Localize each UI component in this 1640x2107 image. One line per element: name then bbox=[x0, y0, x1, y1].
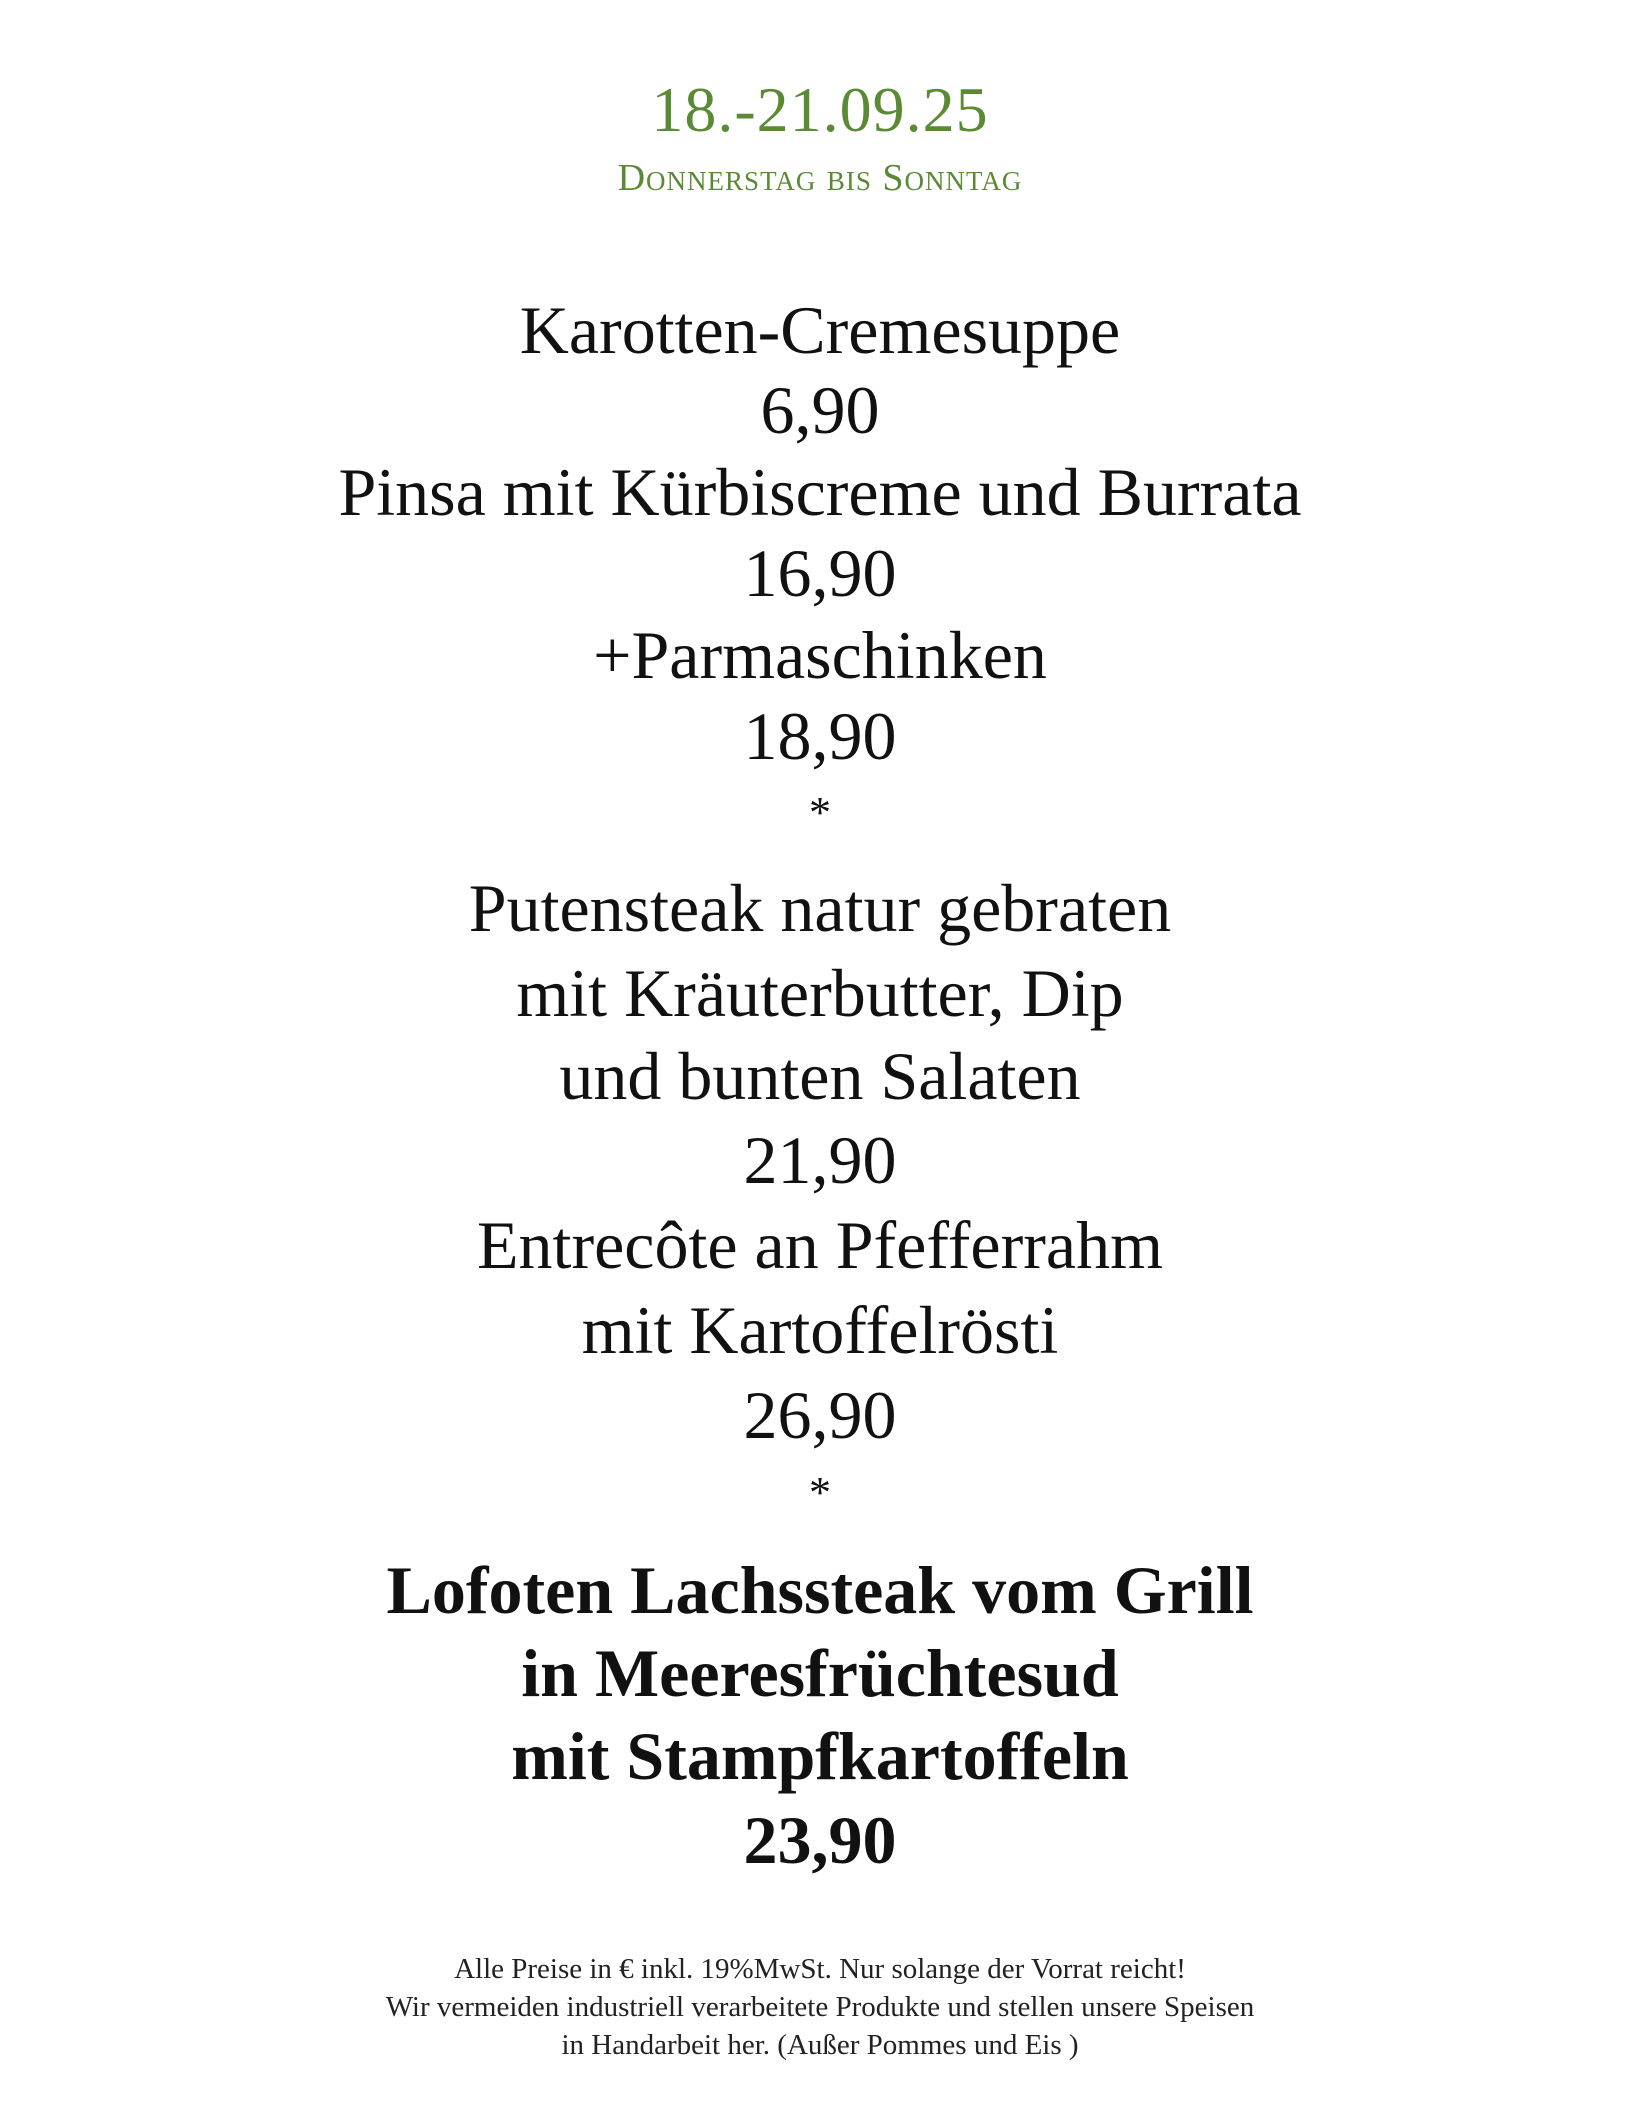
dish-putensteak-line2: mit Kräuterbutter, Dip bbox=[516, 955, 1124, 1031]
dish-pinsa: Pinsa mit Kürbiscreme und Burrata bbox=[338, 454, 1302, 530]
price-lachssteak: 23,90 bbox=[743, 1802, 897, 1878]
dish-putensteak-line1: Putensteak natur gebraten bbox=[468, 870, 1172, 946]
price-karotten-suppe: 6,90 bbox=[760, 372, 880, 448]
dish-lachssteak-line2: in Meeresfrüchtesud bbox=[521, 1635, 1119, 1711]
footer-line-handmade: in Handarbeit her. (Außer Pommes und Eis ) bbox=[561, 2029, 1079, 2061]
price-pinsa-extra: 18,90 bbox=[743, 698, 897, 774]
dish-karotten-suppe: Karotten-Cremesuppe bbox=[519, 292, 1121, 368]
menu-date: 18.-21.09.25 bbox=[651, 74, 989, 145]
dish-pinsa-extra: +Parmaschinken bbox=[593, 617, 1047, 693]
dish-lachssteak-line3: mit Stampfkartoffeln bbox=[511, 1718, 1129, 1794]
separator-star: * bbox=[809, 788, 831, 837]
footer-line-production: Wir vermeiden industriell verarbeitete Produkte und stellen unsere Speisen bbox=[385, 1991, 1255, 2023]
footer-line-prices: Alle Preise in € inkl. 19%MwSt. Nur solange der Vorrat reicht! bbox=[454, 1953, 1186, 1985]
price-pinsa: 16,90 bbox=[743, 535, 897, 611]
dish-putensteak-line3: und bunten Salaten bbox=[559, 1038, 1081, 1114]
price-putensteak: 21,90 bbox=[743, 1122, 897, 1198]
dish-lachssteak-line1: Lofoten Lachssteak vom Grill bbox=[386, 1552, 1254, 1628]
dish-entrecote-line1: Entrecôte an Pfefferrahm bbox=[477, 1207, 1163, 1283]
separator-star: * bbox=[809, 1468, 831, 1517]
menu-days: Donnerstag bis Sonntag bbox=[617, 157, 1023, 199]
price-entrecote: 26,90 bbox=[743, 1377, 897, 1453]
dish-entrecote-line2: mit Kartoffelrösti bbox=[581, 1292, 1059, 1368]
